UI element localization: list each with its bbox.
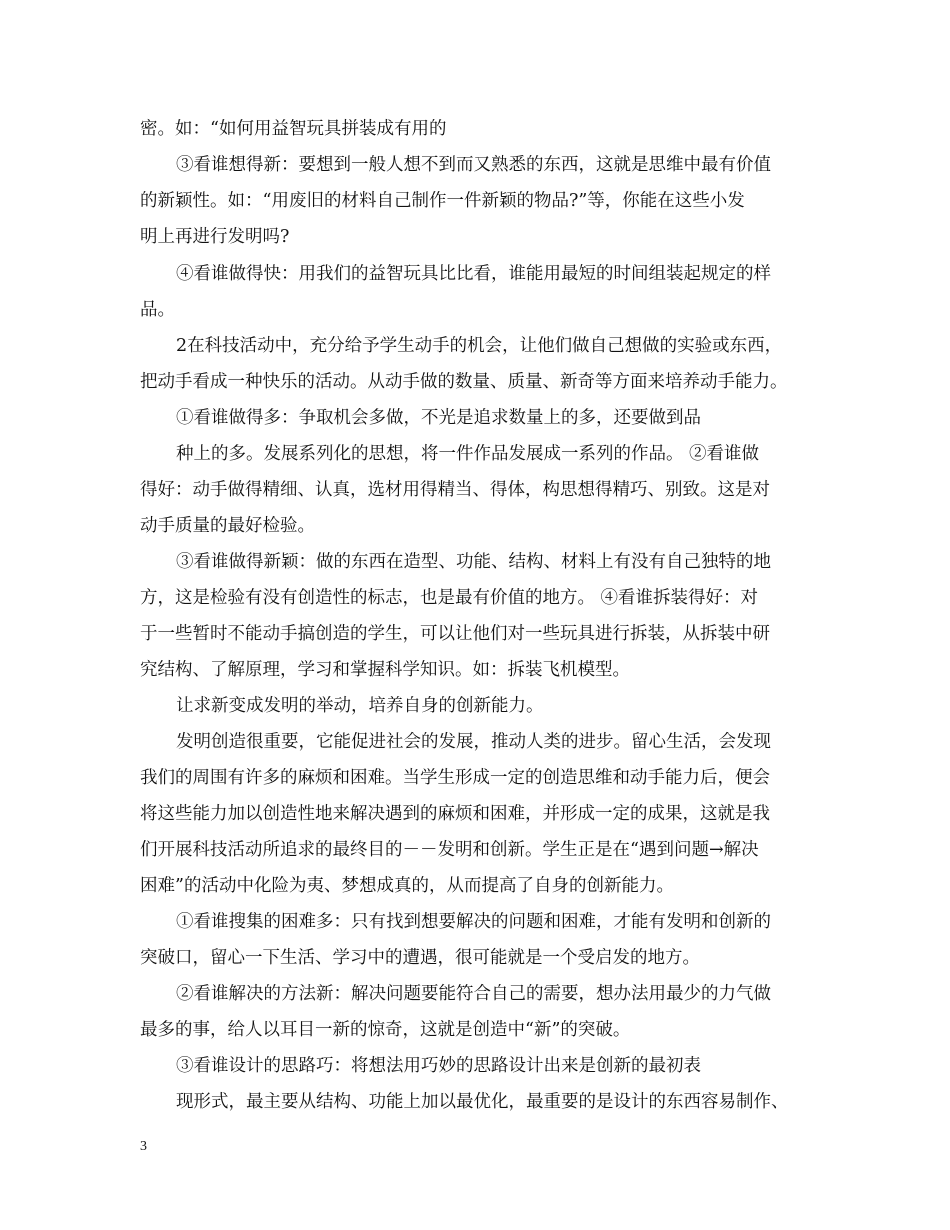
text-line: 方，这是检验有没有创造性的标志，也是最有价值的地方。 ④看谁拆装得好：对 bbox=[140, 588, 759, 608]
text-line: ①看谁做得多：争取机会多做，不光是追求数量上的多，还要做到品 bbox=[176, 408, 701, 428]
text-line: 密。如：“如何用益智玩具拼装成有用的 bbox=[140, 119, 447, 139]
text-line: 让求新变成发明的举动，培养自身的创新能力。 bbox=[176, 696, 544, 716]
text-line: 最多的事，给人以耳目一新的惊奇，这就是创造中“新”的突破。 bbox=[140, 1020, 631, 1040]
page-number: 3 bbox=[140, 1139, 147, 1154]
text-line: 突破口，留心一下生活、学习中的遭遇，很可能就是一个受启发的地方。 bbox=[140, 948, 700, 968]
text-line: 我们的周围有许多的麻烦和困难。当学生形成一定的创造思维和动手能力后，便会 bbox=[140, 768, 770, 788]
text-line: 究结构、了解原理，学习和掌握科学知识。如：拆装飞机模型。 bbox=[140, 660, 630, 680]
text-line: ③看谁做得新颖：做的东西在造型、功能、结构、材料上有没有自己独特的地 bbox=[176, 552, 771, 572]
text-line: 2在科技活动中，充分给予学生动手的机会，让他们做自己想做的实验或东西， bbox=[176, 336, 783, 356]
text-line: 得好：动手做得精细、认真，选材用得精当、得体，构思想得精巧、别致。这是对 bbox=[140, 480, 770, 500]
text-line: ④看谁做得快：用我们的益智玩具比比看，谁能用最短的时间组装起规定的样 bbox=[176, 264, 771, 284]
text-line: ③看谁设计的思路巧：将想法用巧妙的思路设计出来是创新的最初表 bbox=[176, 1056, 701, 1076]
text-line: 明上再进行发明吗? bbox=[140, 227, 290, 247]
text-line: 将这些能力加以创造性地来解决遇到的麻烦和困难，并形成一定的成果，这就是我 bbox=[140, 804, 770, 824]
text-line: ③看谁想得新：要想到一般人想不到而又熟悉的东西，这就是思维中最有价值 bbox=[176, 155, 771, 175]
text-line: 的新颖性。如：“用废旧的材料自己制作一件新颖的物品?”等，你能在这些小发 bbox=[140, 191, 745, 211]
text-line: 把动手看成一种快乐的活动。从动手做的数量、质量、新奇等方面来培养动手能力。 bbox=[140, 372, 788, 392]
text-line: 动手质量的最好检验。 bbox=[140, 516, 315, 536]
text-line: 品。 bbox=[140, 300, 175, 320]
text-line: ②看谁解决的方法新：解决问题要能符合自己的需要，想办法用最少的力气做 bbox=[176, 984, 771, 1004]
text-line: 们开展科技活动所追求的最终目的－－发明和创新。学生正是在“遇到问题→解决 bbox=[140, 840, 759, 860]
text-line: 种上的多。发展系列化的思想，将一件作品发展成一系列的作品。 ②看谁做 bbox=[176, 444, 760, 464]
text-line: 现形式，最主要从结构、功能上加以最优化，最重要的是设计的东西容易制作、 bbox=[176, 1092, 789, 1112]
text-line: 于一些暂时不能动手搞创造的学生，可以让他们对一些玩具进行拆装，从拆装中研 bbox=[140, 624, 770, 644]
text-line: 发明创造很重要，它能促进社会的发展，推动人类的进步。留心生活，会发现 bbox=[176, 732, 771, 752]
text-line: 困难”的活动中化险为夷、梦想成真的，从而提高了自身的创新能力。 bbox=[140, 876, 674, 896]
text-line: ①看谁搜集的困难多：只有找到想要解决的问题和困难，才能有发明和创新的 bbox=[176, 912, 771, 932]
